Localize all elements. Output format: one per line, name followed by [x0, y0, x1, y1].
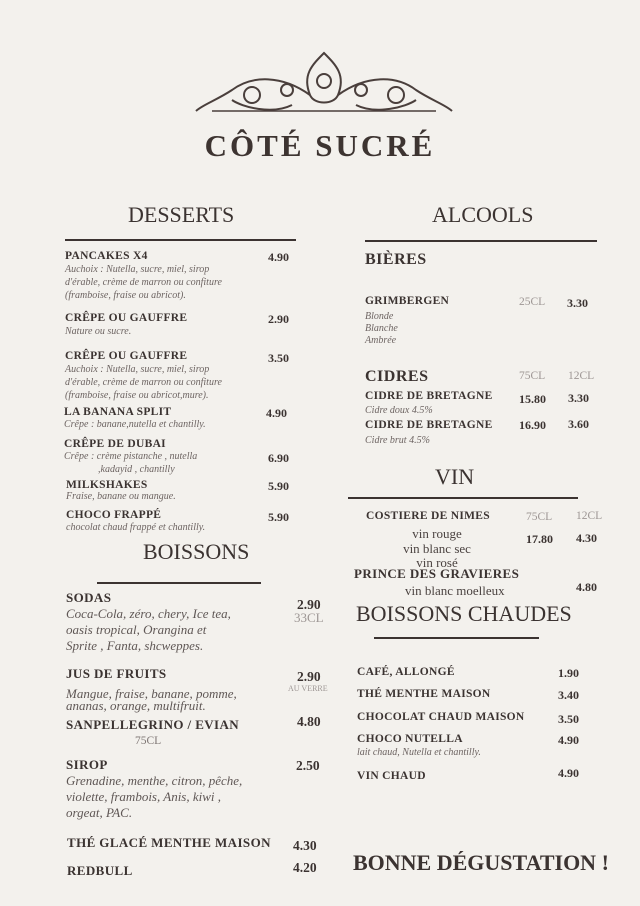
item-size: AU VERRE — [288, 684, 328, 693]
item-price: 2.50 — [296, 758, 320, 773]
item-price: 2.90 — [268, 312, 289, 326]
item-desc: (framboise, fraise ou abricot). — [65, 290, 186, 301]
item-price: 4.20 — [293, 860, 317, 875]
item-name: CIDRE DE BRETAGNE — [365, 419, 493, 431]
item-name: THÉ GLACÉ MENTHE MAISON — [67, 835, 271, 850]
item-name: CRÊPE OU GAUFFRE — [65, 350, 188, 362]
item-name: GRIMBERGEN — [365, 295, 450, 307]
item-price: 3.60 — [568, 417, 589, 431]
item-desc: Nature ou sucre. — [65, 326, 132, 337]
col-12cl: 12CL — [576, 510, 603, 522]
item-price: 5.90 — [268, 510, 289, 524]
item-price: 2.90 — [297, 669, 321, 684]
divider — [97, 582, 261, 584]
item-name: REDBULL — [67, 863, 133, 878]
item-price: 4.80 — [297, 714, 321, 729]
boissons-heading: BOISSONS — [143, 539, 250, 564]
item-name: LA BANANA SPLIT — [64, 406, 172, 418]
item-name: CHOCO FRAPPÉ — [66, 509, 162, 521]
item-price: 4.80 — [576, 580, 597, 594]
divider — [365, 240, 597, 242]
item-name: THÉ MENTHE MAISON — [357, 688, 491, 700]
item-price: 1.90 — [558, 666, 579, 680]
item-price: 17.80 — [526, 532, 553, 546]
item-price: 4.90 — [268, 250, 289, 264]
item-desc: Sprite , Fanta, shcweppes. — [66, 638, 204, 653]
item-desc: violette, frambois, Anis, kiwi , — [66, 789, 222, 804]
item-price: 3.30 — [567, 296, 588, 310]
item-desc: Crêpe : banane,nutella et chantilly. — [64, 419, 206, 430]
item-name: VIN CHAUD — [357, 770, 426, 782]
chaudes-heading: BOISSONS CHAUDES — [356, 601, 572, 626]
item-desc: Auchoix : Nutella, sucre, miel, sirop — [65, 364, 210, 375]
item-desc: Crêpe : crème pistanche , nutella — [64, 451, 198, 462]
divider — [348, 497, 578, 499]
item-desc: Fraise, banane ou mangue. — [66, 491, 176, 502]
item-name: CHOCOLAT CHAUD MAISON — [357, 711, 525, 723]
item-desc: d'érable, crème de marron ou confiture — [65, 377, 222, 388]
item-price: 3.40 — [558, 688, 579, 702]
item-desc: orgeat, PAC. — [66, 805, 133, 820]
item-desc: vin rouge — [412, 526, 462, 541]
footer-message: BONNE DÉGUSTATION ! — [353, 850, 609, 875]
bieres-heading: BIÈRES — [365, 251, 427, 268]
item-price: 4.90 — [558, 733, 579, 747]
item-name: JUS DE FRUITS — [66, 666, 167, 681]
item-price: 4.90 — [558, 766, 579, 780]
cidres-heading: CIDRES — [365, 368, 429, 385]
vin-heading: VIN — [435, 464, 475, 489]
ornament-icon — [192, 45, 456, 119]
item-desc: oasis tropical, Orangina et — [66, 622, 207, 637]
item-name: CAFÉ, ALLONGÉ — [357, 666, 455, 678]
item-size: 25CL — [519, 296, 546, 308]
item-price: 4.30 — [293, 838, 317, 853]
item-name: COSTIERE DE NIMES — [366, 510, 490, 522]
item-name: PANCAKES X4 — [65, 250, 148, 262]
col-12cl: 12CL — [568, 370, 595, 382]
divider — [374, 637, 539, 639]
item-desc: Auchoix : Nutella, sucre, miel, sirop — [65, 264, 210, 275]
item-price: 4.30 — [576, 531, 597, 545]
item-price: 15.80 — [519, 392, 546, 406]
item-desc: Cidre doux 4.5% — [365, 405, 433, 416]
item-price: 6.90 — [268, 451, 289, 465]
page-title: CÔTÉ SUCRÉ — [204, 128, 436, 163]
item-desc: Blanche — [365, 323, 398, 334]
item-name: CRÊPE OU GAUFFRE — [65, 312, 188, 324]
item-size: 75CL — [135, 735, 162, 747]
item-price: 2.90 — [297, 597, 321, 612]
item-name: SIROP — [66, 757, 108, 772]
alcools-heading: ALCOOLS — [432, 202, 534, 227]
divider — [65, 239, 296, 241]
item-desc: Blonde — [365, 311, 394, 322]
item-price: 4.90 — [266, 406, 287, 420]
item-desc: (framboise, fraise ou abricot,mure). — [65, 390, 209, 401]
item-size: 33CL — [294, 610, 324, 625]
item-desc: Grenadine, menthe, citron, pêche, — [66, 773, 243, 788]
item-price: 5.90 — [268, 479, 289, 493]
item-name: MILKSHAKES — [66, 479, 148, 491]
item-price: 16.90 — [519, 418, 546, 432]
item-name: SANPELLEGRINO / EVIAN — [66, 717, 240, 732]
col-75cl: 75CL — [526, 511, 553, 523]
item-name: PRINCE DES GRAVIERES — [354, 566, 520, 581]
item-name: CIDRE DE BRETAGNE — [365, 390, 493, 402]
item-desc: ananas, orange, multifruit. — [66, 698, 206, 713]
item-desc: d'érable, crème de marron ou confiture — [65, 277, 222, 288]
item-desc: Ambrée — [365, 335, 397, 346]
item-price: 3.50 — [558, 712, 579, 726]
item-desc: ,kadayid , chantilly — [98, 464, 175, 475]
item-desc: lait chaud, Nutella et chantilly. — [357, 747, 481, 758]
item-desc: vin blanc sec — [403, 541, 471, 556]
item-desc: vin rosé — [416, 555, 458, 570]
item-desc: chocolat chaud frappé et chantilly. — [66, 522, 206, 533]
item-desc: vin blanc moelleux — [405, 583, 505, 598]
item-name: SODAS — [66, 590, 112, 605]
item-desc: Cidre brut 4.5% — [365, 435, 430, 446]
desserts-heading: DESSERTS — [128, 202, 235, 227]
col-75cl: 75CL — [519, 370, 546, 382]
item-name: CRÊPE DE DUBAI — [64, 438, 166, 450]
item-desc: Mangue, fraise, banane, pomme, — [66, 686, 237, 701]
item-price: 3.30 — [568, 391, 589, 405]
item-desc: Coca-Cola, zéro, chery, Ice tea, — [66, 606, 231, 621]
item-price: 3.50 — [268, 351, 289, 365]
item-name: CHOCO NUTELLA — [357, 733, 463, 745]
